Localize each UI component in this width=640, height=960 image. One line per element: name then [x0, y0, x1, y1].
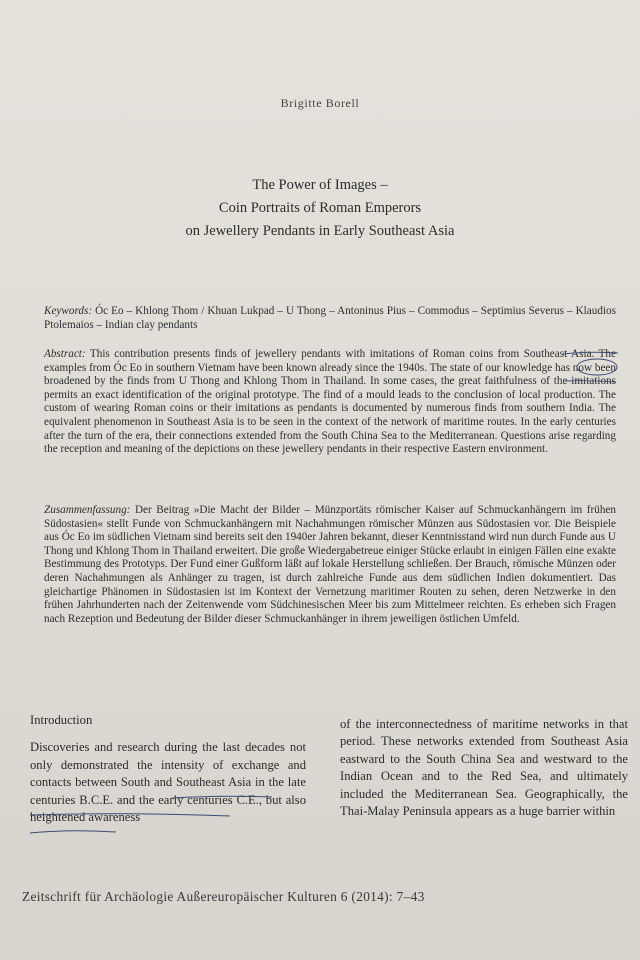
- title-line-1: The Power of Images –: [252, 177, 388, 193]
- introduction-heading: Introduction: [30, 713, 93, 727]
- abstract-label: Abstract:: [44, 348, 86, 360]
- author-name: Brigitte Borell: [280, 96, 360, 110]
- zusammenfassung-text: Der Beitrag »Die Macht der Bilder – Münzportäts römischer Kaiser auf Schmuckanhängern im frühen Südostasien« stellt Funde von Schmuckanhängern mit Nachahmungen römischer Münzen aus Südostasien vor. Die Beispiele aus Óc Eo im südlichen Vietnam sind bereits seit den 1940er Jahren bekannt, dieser Kenntnisstand wird nun durch Funde aus U Thong und Khlong Thom in Thailand erweitert. Die große Wiedergabetreue einiger Stücke erlaubt in einigen Fällen eine exakte Bestimmung des Prototyps. Der Fund einer Gußform läßt auf lokale Herstellung schließen. Der Brauch, römische Münzen oder deren Nachahmungen als Anhänger zu tragen, ist durch zahlreiche Funde aus dem südlichen Indien dokumentiert. Das gleichartige Phänomen in Südostasien ist im Kontext der Vernetzung maritimer Routen zu sehen, deren Netzwerke in den frühen Jahrhunderten nach der Zeitenwende vom Südchinesischen Meer bis zum Mittelmeer reichten. Es erheben sich Fragen nach Rezeption und Bedeutung der Bilder dieser Schmuckanhänger in ihrem jeweiligen östlichen Umfeld.: [44, 504, 617, 625]
- article-title: [0, 174, 640, 243]
- zusammenfassung-paragraph: [44, 504, 616, 626]
- keywords-text: Óc Eo – Khlong Thom / Khuan Lukpad – U Thong – Antoninus Pius – Commodus – Septimius Severus – Klaudios Ptolemaios – Indian clay pendants: [44, 305, 616, 331]
- keywords-label: Keywords:: [44, 305, 93, 317]
- title-line-2: Coin Portraits of Roman Emperors: [218, 200, 422, 216]
- journal-citation: Zeitschrift für Archäologie Außereuropäischer Kulturen 6 (2014): 7–43: [22, 889, 425, 904]
- abstract-text: This contribution presents finds of jewellery pendants with imitations of Roman coins from Southeast Asia. The examples from Óc Eo in southern Vietnam have been known already since the 1940s. The state of our knowledge has now been broadened by the finds from U Thong and Khlong Thom in Thailand. In some cases, the great faithfulness of the imitations permits an exact identification of the original prototype. The find of a mould leads to the conclusion of local production. The custom of wearing Roman coins or their imitations as pendants is documented by numerous finds from southern India. The equivalent phenomenon in Southeast Asia is to be seen in the context of the network of maritime routes. In the early centuries after the turn of the era, their connections extended from the South China Sea to the Mediterranean. Questions arise regarding the reception and meaning of the depictions on these jewellery pendants in their respective Eastern environment.: [44, 348, 616, 456]
- introduction-right-column: [340, 716, 628, 820]
- introduction-right-text: of the interconnectedness of maritime networks in that period. These networks extended from Southeast Asia eastward to the South China Sea and westward to the Indian Ocean and to the Red Sea, and ultimately included the Mediterranean Sea. Geographically, the Thai-Malay Peninsula appears as a huge barrier within: [340, 717, 628, 819]
- underline-annotation: [30, 831, 116, 833]
- abstract-paragraph: [44, 348, 616, 457]
- introduction-left-text: Discoveries and research during the last decades not only demonstrated the intensity of exchange and contacts between South and Southeast Asia in the late centuries B.C.E. and the early centuries C.E., but also heightened awareness: [30, 740, 306, 825]
- keywords-paragraph: [44, 305, 616, 332]
- zusammenfassung-label: Zusammenfassung:: [44, 504, 131, 516]
- title-line-3: on Jewellery Pendants in Early Southeast Asia: [185, 223, 455, 239]
- introduction-left-column: [30, 712, 306, 826]
